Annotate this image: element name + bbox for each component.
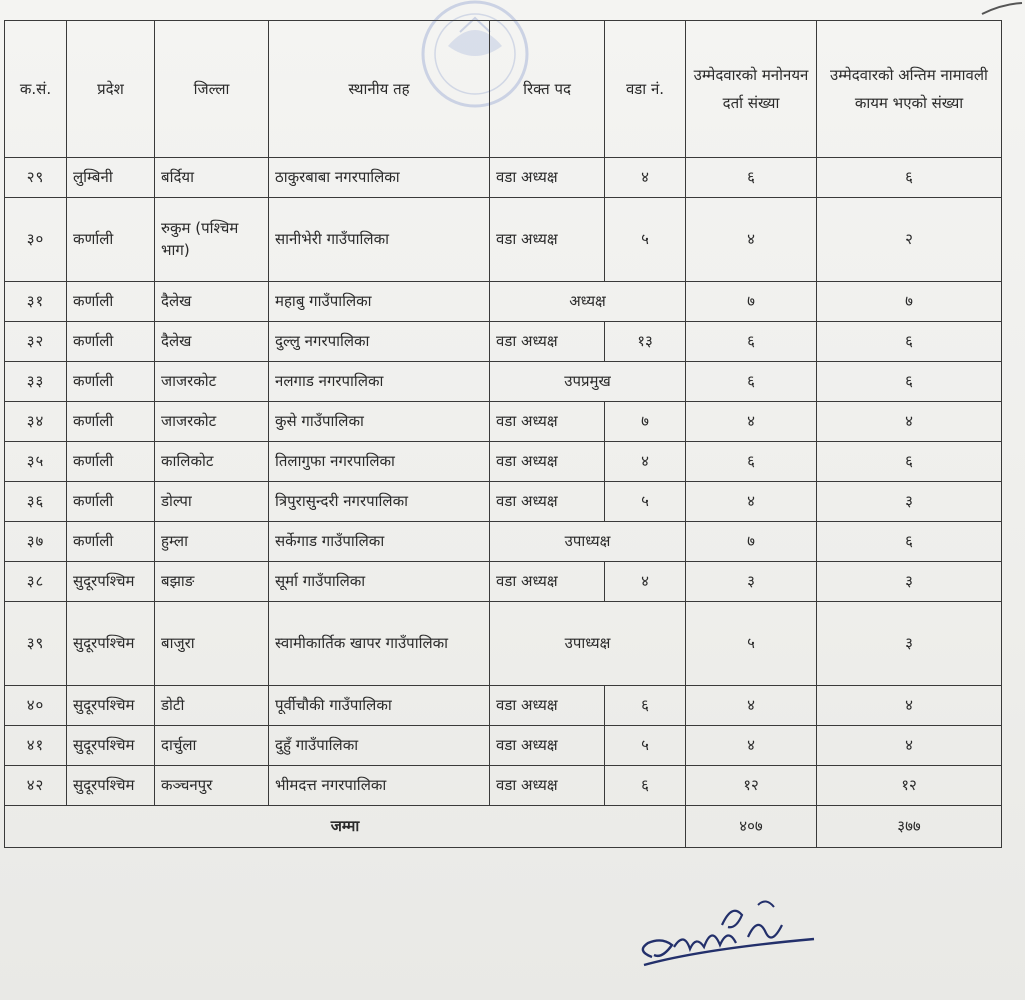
total-row xyxy=(5,806,1002,848)
cell-final: ४ xyxy=(817,686,1002,726)
table-row xyxy=(5,362,1002,402)
cell-ward: ४ xyxy=(605,562,686,602)
header-final-count: उम्मेदवारको अन्तिम नामावली कायम भएको संख्या xyxy=(817,21,1002,158)
cell-nominated: ४ xyxy=(686,482,817,522)
cell-serial: ४० xyxy=(5,686,67,726)
cell-post: वडा अध्यक्ष xyxy=(490,158,605,198)
cell-nominated: ७ xyxy=(686,522,817,562)
cell-post: उपप्रमुख xyxy=(490,362,686,402)
header-province: प्रदेश xyxy=(67,21,155,158)
cell-ward: ५ xyxy=(605,198,686,282)
cell-final: १२ xyxy=(817,766,1002,806)
cell-province: सुदूरपश्चिम xyxy=(67,726,155,766)
cell-local-level: दुहुँ गाउँपालिका xyxy=(269,726,490,766)
cell-district: बाजुरा xyxy=(155,602,269,686)
cell-province: कर्णाली xyxy=(67,362,155,402)
cell-final: ६ xyxy=(817,362,1002,402)
cell-final: २ xyxy=(817,198,1002,282)
cell-ward: १३ xyxy=(605,322,686,362)
cell-local-level: सर्केगाड गाउँपालिका xyxy=(269,522,490,562)
table-row xyxy=(5,562,1002,602)
table-row xyxy=(5,766,1002,806)
cell-post: उपाध्यक्ष xyxy=(490,522,686,562)
cell-nominated: ४ xyxy=(686,686,817,726)
cell-post: वडा अध्यक्ष xyxy=(490,442,605,482)
cell-province: कर्णाली xyxy=(67,442,155,482)
cell-post: वडा अध्यक्ष xyxy=(490,322,605,362)
table-row xyxy=(5,482,1002,522)
table-row xyxy=(5,402,1002,442)
cell-serial: ३१ xyxy=(5,282,67,322)
cell-local-level: नलगाड नगरपालिका xyxy=(269,362,490,402)
cell-final: ४ xyxy=(817,726,1002,766)
cell-ward: ६ xyxy=(605,766,686,806)
cell-district: कालिकोट xyxy=(155,442,269,482)
cell-post: वडा अध्यक्ष xyxy=(490,726,605,766)
table-row xyxy=(5,158,1002,198)
total-label: जम्मा xyxy=(5,806,686,848)
cell-ward: ६ xyxy=(605,686,686,726)
cell-nominated: ४ xyxy=(686,198,817,282)
cell-final: ६ xyxy=(817,442,1002,482)
cell-post: वडा अध्यक्ष xyxy=(490,402,605,442)
cell-district: डोटी xyxy=(155,686,269,726)
cell-province: सुदूरपश्चिम xyxy=(67,562,155,602)
cell-serial: ४१ xyxy=(5,726,67,766)
cell-province: कर्णाली xyxy=(67,482,155,522)
cell-serial: २९ xyxy=(5,158,67,198)
cell-local-level: त्रिपुरासुन्दरी नगरपालिका xyxy=(269,482,490,522)
cell-province: सुदूरपश्चिम xyxy=(67,686,155,726)
cell-post: अध्यक्ष xyxy=(490,282,686,322)
cell-district: कञ्चनपुर xyxy=(155,766,269,806)
cell-district: बर्दिया xyxy=(155,158,269,198)
cell-nominated: ७ xyxy=(686,282,817,322)
cell-district: हुम्ला xyxy=(155,522,269,562)
cell-nominated: १२ xyxy=(686,766,817,806)
header-ward: वडा नं. xyxy=(605,21,686,158)
table-row xyxy=(5,198,1002,282)
results-table xyxy=(4,20,1002,848)
cell-local-level: सानीभेरी गाउँपालिका xyxy=(269,198,490,282)
cell-final: ७ xyxy=(817,282,1002,322)
cell-district: डोल्पा xyxy=(155,482,269,522)
header-serial: क.सं. xyxy=(5,21,67,158)
table-row xyxy=(5,522,1002,562)
cell-final: ३ xyxy=(817,562,1002,602)
cell-post: वडा अध्यक्ष xyxy=(490,198,605,282)
cell-serial: ४२ xyxy=(5,766,67,806)
cell-province: कर्णाली xyxy=(67,198,155,282)
cell-province: सुदूरपश्चिम xyxy=(67,766,155,806)
cell-nominated: ३ xyxy=(686,562,817,602)
cell-nominated: ६ xyxy=(686,322,817,362)
cell-serial: ३५ xyxy=(5,442,67,482)
cell-district: जाजरकोट xyxy=(155,402,269,442)
cell-ward: ४ xyxy=(605,158,686,198)
header-local-level: स्थानीय तह xyxy=(269,21,490,158)
header-vacant-post: रिक्त पद xyxy=(490,21,605,158)
cell-serial: ३३ xyxy=(5,362,67,402)
cell-district: जाजरकोट xyxy=(155,362,269,402)
table-row xyxy=(5,602,1002,686)
cell-final: ६ xyxy=(817,158,1002,198)
cell-ward: ४ xyxy=(605,442,686,482)
table-header-row xyxy=(5,21,1002,158)
cell-nominated: ४ xyxy=(686,402,817,442)
cell-nominated: ६ xyxy=(686,362,817,402)
cell-nominated: ६ xyxy=(686,442,817,482)
cell-serial: ३९ xyxy=(5,602,67,686)
cell-local-level: भीमदत्त नगरपालिका xyxy=(269,766,490,806)
cell-final: ६ xyxy=(817,522,1002,562)
cell-serial: ३८ xyxy=(5,562,67,602)
cell-final: ३ xyxy=(817,602,1002,686)
cell-post: वडा अध्यक्ष xyxy=(490,766,605,806)
cell-post: उपाध्यक्ष xyxy=(490,602,686,686)
header-district: जिल्ला xyxy=(155,21,269,158)
cell-district: बझाङ xyxy=(155,562,269,602)
cell-local-level: ठाकुरबाबा नगरपालिका xyxy=(269,158,490,198)
cell-post: वडा अध्यक्ष xyxy=(490,482,605,522)
cell-final: ६ xyxy=(817,322,1002,362)
table-row xyxy=(5,726,1002,766)
cell-nominated: ५ xyxy=(686,602,817,686)
cell-ward: ५ xyxy=(605,726,686,766)
cell-final: ४ xyxy=(817,402,1002,442)
cell-final: ३ xyxy=(817,482,1002,522)
cell-ward: ७ xyxy=(605,402,686,442)
cell-serial: ३७ xyxy=(5,522,67,562)
cell-district: दार्चुला xyxy=(155,726,269,766)
cell-local-level: सूर्मा गाउँपालिका xyxy=(269,562,490,602)
cell-district: दैलेख xyxy=(155,322,269,362)
header-nominated-count: उम्मेदवारको मनोनयन दर्ता संख्या xyxy=(686,21,817,158)
cell-post: वडा अध्यक्ष xyxy=(490,686,605,726)
cell-province: लुम्बिनी xyxy=(67,158,155,198)
cell-district: रुकुम (पश्चिम भाग) xyxy=(155,198,269,282)
cell-nominated: ६ xyxy=(686,158,817,198)
cell-province: कर्णाली xyxy=(67,282,155,322)
total-nominated: ४०७ xyxy=(686,806,817,848)
cell-province: सुदूरपश्चिम xyxy=(67,602,155,686)
cell-local-level: महाबु गाउँपालिका xyxy=(269,282,490,322)
cell-province: कर्णाली xyxy=(67,402,155,442)
cell-serial: ३० xyxy=(5,198,67,282)
cell-serial: ३२ xyxy=(5,322,67,362)
cell-local-level: दुल्लु नगरपालिका xyxy=(269,322,490,362)
cell-province: कर्णाली xyxy=(67,322,155,362)
signature xyxy=(632,885,822,980)
cell-serial: ३६ xyxy=(5,482,67,522)
cell-district: दैलेख xyxy=(155,282,269,322)
cell-post: वडा अध्यक्ष xyxy=(490,562,605,602)
cell-local-level: तिलागुफा नगरपालिका xyxy=(269,442,490,482)
cell-nominated: ४ xyxy=(686,726,817,766)
corner-scribble xyxy=(978,0,1025,18)
cell-local-level: पूर्वीचौकी गाउँपालिका xyxy=(269,686,490,726)
table-row xyxy=(5,442,1002,482)
total-final: ३७७ xyxy=(817,806,1002,848)
cell-province: कर्णाली xyxy=(67,522,155,562)
cell-local-level: कुसे गाउँपालिका xyxy=(269,402,490,442)
cell-serial: ३४ xyxy=(5,402,67,442)
cell-local-level: स्वामीकार्तिक खापर गाउँपालिका xyxy=(269,602,490,686)
table-row xyxy=(5,282,1002,322)
table-row xyxy=(5,686,1002,726)
cell-ward: ५ xyxy=(605,482,686,522)
table-row xyxy=(5,322,1002,362)
